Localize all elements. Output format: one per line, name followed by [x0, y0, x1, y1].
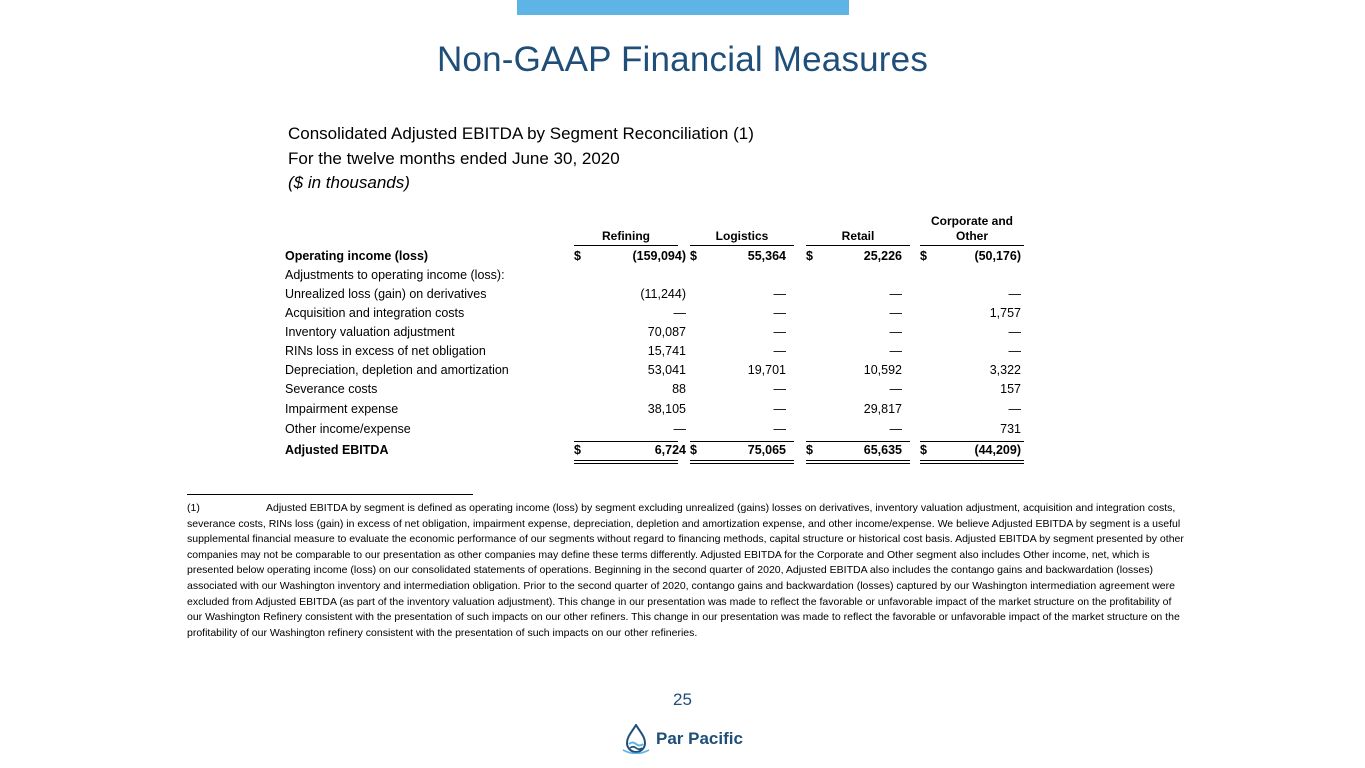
- currency-symbol: $: [920, 249, 927, 263]
- cell-value: 75,065: [747, 443, 786, 457]
- cell-value: —: [889, 306, 902, 320]
- currency-symbol: $: [574, 249, 581, 263]
- cell-value: —: [773, 402, 786, 416]
- company-logo: [622, 723, 743, 755]
- cell-value: —: [773, 287, 786, 301]
- cell-value: 88: [672, 382, 686, 396]
- row-label: Operating income (loss): [285, 249, 429, 263]
- row-label: Depreciation, depletion and amortization: [285, 363, 509, 377]
- table-title: Consolidated Adjusted EBITDA by Segment Reconciliation (1): [288, 124, 754, 143]
- cell-value: 157: [1000, 382, 1021, 396]
- column-header-line2: Retail: [841, 229, 875, 243]
- cell-value: —: [773, 344, 786, 358]
- cell-value: 70,087: [647, 325, 686, 339]
- page-title: Non-GAAP Financial Measures: [436, 40, 929, 79]
- currency-symbol: $: [806, 443, 813, 457]
- total-double-rule: [920, 460, 1024, 464]
- currency-symbol: $: [690, 443, 697, 457]
- page-number: 25: [673, 690, 692, 709]
- cell-value: 25,226: [863, 249, 902, 263]
- column-header-line2: Logistics: [715, 229, 769, 243]
- row-label: Severance costs: [285, 382, 378, 396]
- cell-value: 19,701: [747, 363, 786, 377]
- currency-symbol: $: [920, 443, 927, 457]
- currency-symbol: $: [574, 443, 581, 457]
- cell-value: —: [1008, 402, 1021, 416]
- cell-value: 731: [1000, 422, 1021, 436]
- cell-value: —: [889, 382, 902, 396]
- cell-value: —: [889, 344, 902, 358]
- total-double-rule: [574, 460, 678, 464]
- cell-value: 55,364: [747, 249, 786, 263]
- table-row: [285, 422, 1030, 441]
- cell-value: (11,244): [640, 287, 686, 301]
- cell-value: —: [773, 422, 786, 436]
- table-period: For the twelve months ended June 30, 2020: [288, 149, 620, 168]
- cell-value: —: [889, 325, 902, 339]
- row-label: Adjusted EBITDA: [285, 443, 389, 457]
- cell-value: 53,041: [647, 363, 686, 377]
- cell-value: —: [673, 422, 686, 436]
- row-label: Inventory valuation adjustment: [285, 325, 455, 339]
- subtotal-rule: [690, 441, 794, 442]
- row-label: Other income/expense: [285, 422, 411, 436]
- column-header-line2: Refining: [602, 229, 650, 243]
- subtotal-rule: [920, 441, 1024, 442]
- column-header: [806, 229, 910, 246]
- cell-value: 1,757: [989, 306, 1021, 320]
- par-pacific-logo-icon: [622, 724, 650, 754]
- footnote-number: (1): [187, 502, 200, 514]
- cell-value: 29,817: [863, 402, 902, 416]
- cell-value: 65,635: [863, 443, 902, 457]
- cell-value: 15,741: [647, 344, 686, 358]
- footnote-divider: [187, 494, 473, 495]
- table-row: [285, 268, 1030, 287]
- table-row: [285, 287, 1030, 306]
- footnote-text: Adjusted EBITDA by segment is defined as operating income (loss) by segment excluding unrealized (gains) losses on derivatives, inventory valuation adjustment, acquisition and integration costs, severance costs, RINs loss (gain) in excess of net obligation, impairment expense, depreciation, depletion and amortization expense, and other income/expense. We believe Adjusted EBITDA by segment is a useful supplemental financial measure to evaluate the economic performance of our segments without regard to financing methods, capital structure or historical cost basis. Adjusted EBITDA by segment presented by other companies may not be comparable to our presentation as other companies may define these terms differently. Adjusted EBITDA for the Corporate and Other segment also includes Other income, net, which is presented below operating income (loss) on our consolidated statements of operations. Beginning in the second quarter of 2020, Adjusted EBITDA also includes the contango gains and backwardation (losses) associated with our Washington inventory and intermediation obligation. Prior to the second quarter of 2020, contango gains and backwardation (losses) captured by our Washington intermediation agreement were excluded from Adjusted EBITDA (as part of the inventory valuation adjustment). This change in our presentation was made to reflect the favorable or unfavorable impact of the market structure on the profitability of our Washington Refinery consistent with the presentation of such impacts on our other refiners. This change in our presentation was made to reflect the favorable or unfavorable impact of the market structure on the profitability of our Washington refinery consistent with the presentation of such impacts on our other refineries.: [187, 502, 1184, 639]
- subtotal-rule: [574, 441, 678, 442]
- cell-value: 10,592: [863, 363, 902, 377]
- column-header: [690, 229, 794, 246]
- cell-value: (44,209): [974, 443, 1021, 457]
- cell-value: —: [1008, 325, 1021, 339]
- total-double-rule: [806, 460, 910, 464]
- table-units: ($ in thousands): [288, 173, 410, 192]
- subtotal-rule: [806, 441, 910, 442]
- cell-value: (159,094): [632, 249, 686, 263]
- top-accent-bar: [517, 0, 849, 15]
- table-row: [285, 382, 1030, 401]
- brand-name: Par Pacific: [656, 729, 743, 748]
- column-header-line1: Corporate and: [930, 214, 1013, 228]
- currency-symbol: $: [806, 249, 813, 263]
- cell-value: —: [889, 287, 902, 301]
- row-label: Unrealized loss (gain) on derivatives: [285, 287, 487, 301]
- row-label: Acquisition and integration costs: [285, 306, 465, 320]
- footnote: [187, 501, 1187, 641]
- cell-value: —: [773, 306, 786, 320]
- cell-value: —: [1008, 344, 1021, 358]
- row-label: Impairment expense: [285, 402, 399, 416]
- cell-value: 3,322: [989, 363, 1021, 377]
- cell-value: —: [889, 422, 902, 436]
- table-row: [285, 402, 1030, 421]
- cell-value: (50,176): [974, 249, 1021, 263]
- cell-value: 6,724: [654, 443, 686, 457]
- table-row: [285, 325, 1030, 344]
- cell-value: —: [773, 382, 786, 396]
- total-double-rule: [690, 460, 794, 464]
- cell-value: —: [773, 325, 786, 339]
- column-header: [574, 229, 678, 246]
- table-row: [285, 344, 1030, 363]
- row-label: Adjustments to operating income (loss):: [285, 268, 505, 282]
- table-row: [285, 249, 1030, 268]
- column-header: [920, 214, 1024, 246]
- table-row: [285, 363, 1030, 382]
- cell-value: —: [673, 306, 686, 320]
- table-row: [285, 306, 1030, 325]
- cell-value: —: [1008, 287, 1021, 301]
- row-label: RINs loss in excess of net obligation: [285, 344, 486, 358]
- cell-value: 38,105: [647, 402, 686, 416]
- column-header-line2: Other: [955, 229, 988, 243]
- currency-symbol: $: [690, 249, 697, 263]
